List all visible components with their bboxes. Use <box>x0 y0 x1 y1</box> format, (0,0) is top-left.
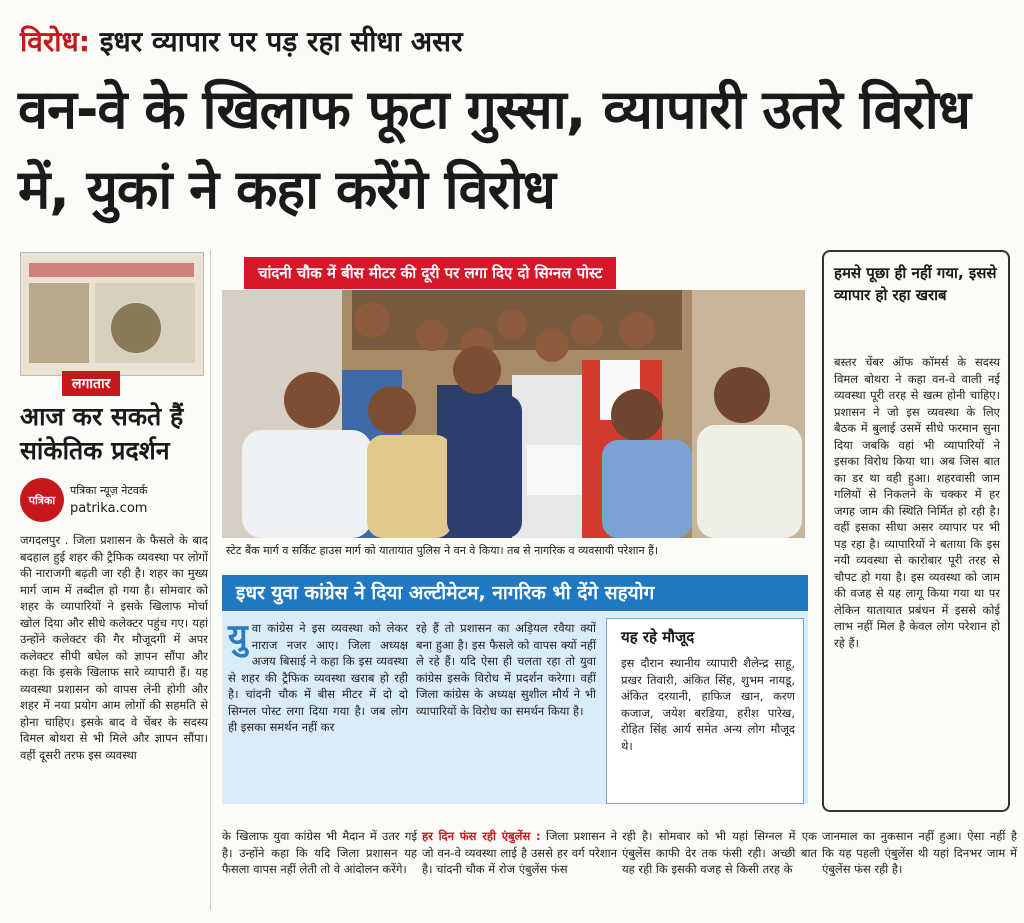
thumbnail-image <box>20 252 204 376</box>
ambulance-lead: हर दिन फंस रही एंबुलेंस : <box>422 829 541 843</box>
middle-col-1-text: वा कांग्रेस ने इस व्यवस्था को लेकर नाराज नजर आए। जिला अध्यक्ष अजय बिसाई ने कहा कि इस व्यवस्था से शहर की ट्रैफिक व्यवस्था खराब हो रही है। चांदनी चौक में बीस मीटर में दो दो सिग्नल पोस्ट लगा दिया गया है। जब लोग ही इसका समर्थन नहीं कर <box>228 621 408 734</box>
kicker-label: विरोध: <box>20 25 90 58</box>
present-box <box>606 618 804 804</box>
dropcap: यु <box>228 617 248 657</box>
byline-network: पत्रिका न्यूज़ नेटवर्क <box>70 484 148 497</box>
group-photo <box>222 290 805 538</box>
present-body: इस दौरान स्थानीय व्यापारी शैलेन्द्र साहू, प्रखर तिवारी, अंकित सिंह, शुभम नायडू, अंकित दरयानी, हाफिज खान, करण कजाज, जयेश बरडिया, हरीश पारेख, रोहित सिंह आर्य समेत अन्य लोग मौजूद थे। <box>621 656 795 753</box>
middle-col-2: रहे हैं तो प्रशासन का अड़ियल रवैया क्यों बना हुआ है। इस फैसले को वापस क्यों नहीं ले रहे हैं। यदि ऐसा ही चलता रहा तो युवा कांग्रेस इसके विरोध में प्रदर्शन करेगा। वहीं जिला कांग्रेस के अध्यक्ष सुशील मौर्य ने भी व्यापारियों के विरोध का समर्थन किया है। <box>416 621 596 718</box>
bottom-col-1: के खिलाफ युवा कांग्रेस भी मैदान में उतर गई है। उन्होंने कहा कि यदि जिला प्रशासन यह फैसला वापस नहीं लेती तो वे आंदोलन करेंगे। <box>222 829 417 876</box>
kicker <box>20 22 463 60</box>
headline: वन-वे के खिलाफ फूटा गुस्सा, व्यापारी उतरे विरोध में, युकां ने कहा करेंगे विरोध <box>18 78 970 221</box>
right-box <box>822 250 1010 812</box>
byline-site: patrika.com <box>70 501 148 516</box>
subhead: आज कर सकते हैं सांकेतिक प्रदर्शन <box>20 402 184 465</box>
photo-banner: चांदनी चौक में बीस मीटर की दूरी पर लगा दिए दो सिग्नल पोस्ट <box>244 257 616 289</box>
bottom-col-2 <box>422 828 617 878</box>
news-photo <box>222 290 805 538</box>
section-banner: इधर युवा कांग्रेस ने दिया अल्टीमेटम, नागरिक भी देंगे सहयोग <box>222 575 808 611</box>
left-body: जगदलपुर . जिला प्रशासन के फैसले के बाद बदहाल हुई शहर की ट्रैफिक व्यवस्था पर लोगों की नाराजगी बढ़ती जा रही है। शहर का मुख्य मार्ग जाम में तब्दील हो गया है। सोमवार को शहर के व्यापारियों ने इसके खिलाफ मोर्चा खोल दिया और सीधे कलेक्टर पहुंच गए। यहां उन्होंने कलेक्टर की गैर मौजूदगी में अपर कलेक्टर सीपी बघेल को ज्ञापन सौंपा और कहा कि इसके खिलाफ सारे व्यापारी हैं। यह व्यवस्था प्रशासन को वापस लेनी होगी और शहर में नया प्रयोग आम लोगों की सहमति से होना चाहिए। इसके बाद वे चेंबर के सदस्य विमल बोथरा से भी मिले और ज्ञापन सौंपा। वहीं दूसरी तरफ इस व्यवस्था <box>20 533 208 762</box>
byline <box>70 482 147 518</box>
present-heading: यह रहे मौजूद <box>621 628 695 646</box>
bottom-col-4: जानमाल का नुकसान नहीं हुआ। ऐसा नहीं है कि यह पहली एंबुलेंस थी यहां दिनभर जाम में एंबुलेंस फंस रही है। <box>822 829 1017 876</box>
patrika-logo: पत्रिका <box>20 478 64 522</box>
series-tag: लगातार <box>62 371 120 396</box>
right-body: बस्तर चेंबर ऑफ कॉमर्स के सदस्य विमल बोथरा ने कहा वन-वे वाली नई व्यवस्था पूरी तरह से खत्म होनी चाहिए। प्रशासन ने जो इस व्यवस्था के लिए बैठक में बुलाई उसमें सीधे फरमान सुना दिया जबकि वहां भी व्यापारियों ने इसका विरोध किया था। अब जिस बात का डर था वही हुआ। शहरवासी जाम गलियों से निकलने के चक्कर में हर जगह जाम की स्थिति निर्मित हो रही है। वहीं इसका सीधा असर व्यापार पर भी पड़ रहा है। व्यापारियों ने बताया कि इस नयी व्यवस्था से कारोबार पूरी तरह से चौपट हो गया है। इस व्यवस्था को जाम की वजह से यह लागू किया गया था पर लेकिन यातायात प्रबंधन में इससे कोई लाभ नहीं मिल है केवल लोग परेशान हो रहे हैं। <box>834 355 1000 650</box>
photo-caption: स्टेट बैंक मार्ग व सर्किट हाउस मार्ग को यातायात पुलिस ने वन वे किया। तब से नागरिक व व्यवसायी परेशान हैं। <box>226 544 659 557</box>
right-heading: हमसे पूछा ही नहीं गया, इससे व्यापार हो रहा खराब <box>834 264 997 304</box>
middle-col-1 <box>228 617 408 736</box>
bottom-col-2-text: जिला प्रशासन ने जो वन-वे व्यवस्था लाई है उससे हर वर्ग परेशान है। चांदनी चौक में रोज एंबुलेंस फंस <box>422 829 618 876</box>
column-rule <box>210 250 211 910</box>
kicker-text: इधर व्यापार पर पड़ रहा सीधा असर <box>99 25 463 58</box>
bottom-col-3: रही है। सोमवार को भी यहां सिग्नल में एक एंबुलेंस काफी देर तक फंसी रही। अच्छी बात यह रही कि इसकी वजह से किसी तरह के <box>622 829 817 876</box>
